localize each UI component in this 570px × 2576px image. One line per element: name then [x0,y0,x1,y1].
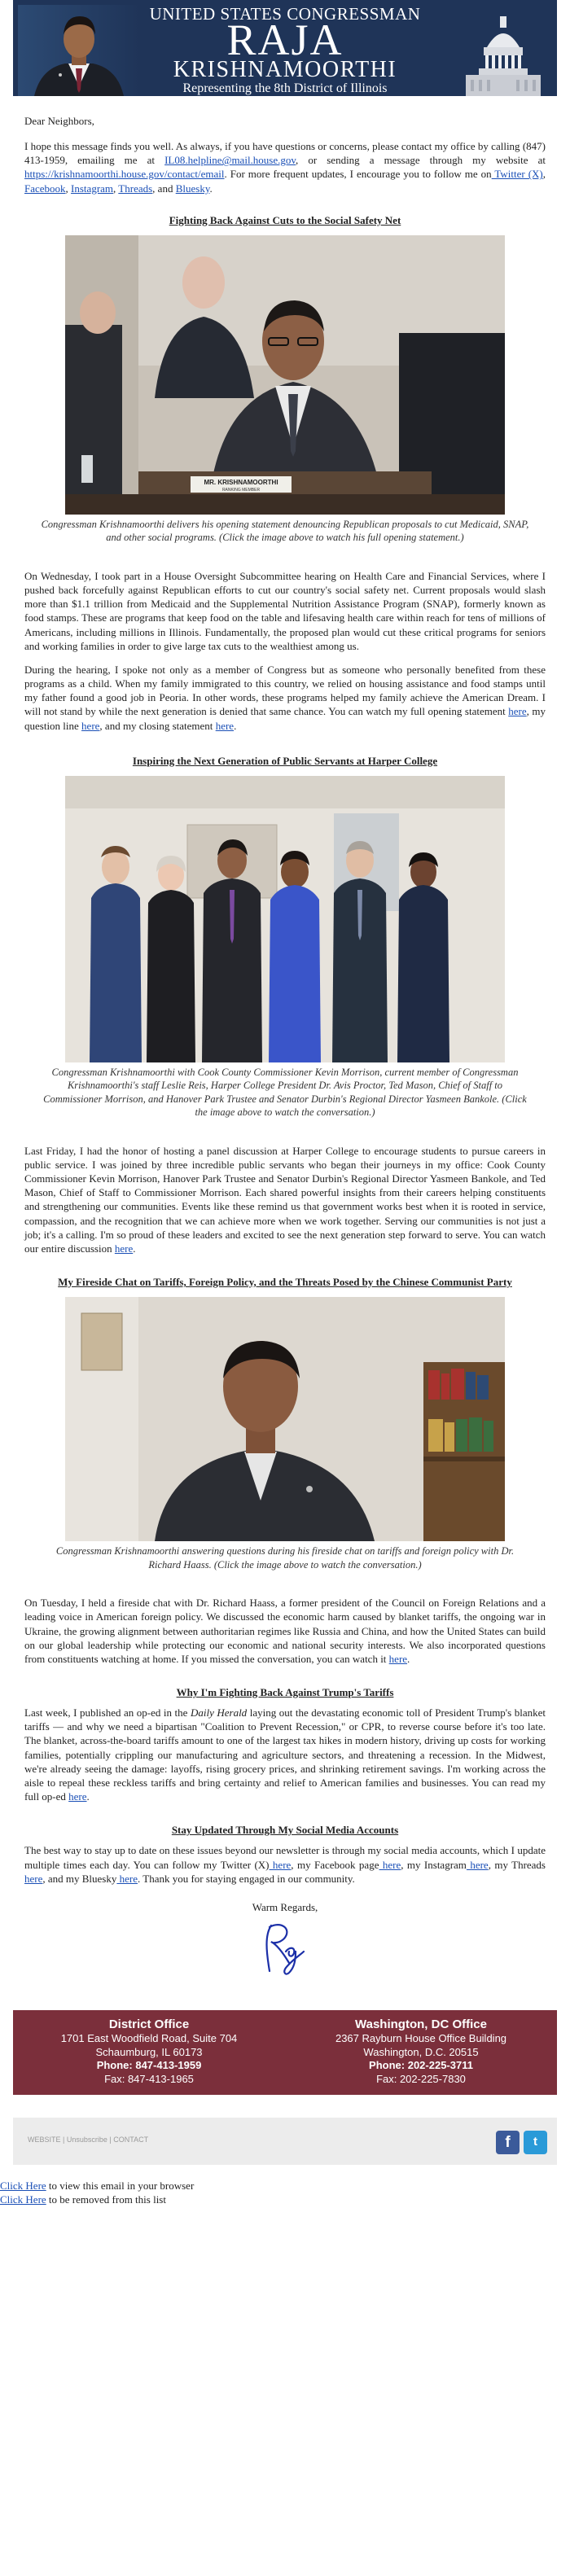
section-heading-tariffs: Why I'm Fighting Back Against Trump's Tariffs [176,1686,394,1698]
social-bluesky-link[interactable]: here [116,1872,138,1885]
footer-bar [13,2118,557,2165]
hearing-video-thumbnail[interactable] [65,235,505,515]
signoff: Warm Regards, [252,1900,318,1913]
safety-net-paragraph-2: During the hearing, I spoke not only as a member of Congress but as someone who personally benefited from these programs as a child. When my family immigrated to this country, we relied on housing assistance and food stamps until my father found a good job in Peoria. In other words, these programs helped my family achieve the American Dream. I will not stand by while the next generation is denied that same chance. You can watch my full opening statement here, my question line here, and my closing statement here. [24,663,546,732]
social-instagram-link[interactable]: here [466,1858,489,1871]
op-ed-link[interactable]: here [68,1790,87,1803]
discussion-video-link[interactable]: here [114,1242,134,1255]
dc-office-title: Washington, DC Office [355,2017,487,2032]
footer-contact-link[interactable]: CONTACT [113,2135,149,2144]
signature-image [256,1919,314,1978]
view-in-browser-line: Click Here to view this email in your browser [0,2179,195,2192]
header-title: UNITED STATES CONGRESSMAN [149,4,421,24]
bottom-links [0,2165,570,2212]
harper-college-group-photo[interactable] [65,776,505,1062]
dc-office [285,2017,557,2087]
dc-office-phone: Phone: 202-225-3711 [369,2059,473,2072]
header-name-last: KRISHNAMOORTHI [173,57,397,82]
nameplate-text: MR. KRISHNAMOORTHI [204,478,278,486]
footer-unsubscribe-link[interactable]: Unsubscribe [66,2135,107,2144]
social-twitter-link[interactable]: here [269,1858,292,1871]
remove-from-list-line: Click Here to be removed from this list [0,2193,166,2206]
threads-link[interactable]: Threads [118,182,153,195]
social-threads-link[interactable]: here [24,1872,43,1885]
photo-caption-harper: Congressman Krishnamoorthi with Cook County Commissioner Kevin Morrison, current member of Congressman Krishnamoorthi's staff Leslie Reis, Harper College President Dr. Avis Proctor, Ted Mason, Chief of Staff to Commissioner Morrison, and Hanover Park Trustee and Senator Durbin's Regional Director Yasmeen Bankole. (Click the image above to watch the conversation.) [43,1066,527,1119]
website-contact-link[interactable]: https://krishnamoorthi.house.gov/contact/email [24,168,225,181]
district-office-title: District Office [108,2017,190,2032]
fireside-chat-video-thumbnail[interactable] [65,1297,505,1541]
tariffs-paragraph: Last week, I published an op-ed in the Daily Herald laying out the devastating economic toll of President Trump's blanket tariffs — and why we need a bipartisan "Coalition to Prevent Recession," or CPR, to reverse course before it's too late. The blanket, across-the-board tariffs amount to one of the largest tax hikes in modern history, driving up costs for working families, potentially crippling our manufacturing and agriculture sectors, and threatening a recession. In the Midwest, we're already seeing the damage: layoffs, rising grocery prices, and shrinking retirement savings. I'm working across the aisle to repeal these reckless tariffs and bring certainty and relief to American families and businesses. You can read my full op-ed here. [24,1706,546,1803]
closing-statement-link[interactable]: here [215,719,235,732]
district-office [13,2017,285,2087]
section-heading-fireside-chat: My Fireside Chat on Tariffs, Foreign Policy, and the Threats Posed by the Chinese Communist Party [58,1276,512,1289]
footer-links: WEBSITE | Unsubscribe | CONTACT [28,2135,149,2144]
section-heading-social-media: Stay Updated Through My Social Media Accounts [171,1824,399,1837]
opening-statement-link[interactable]: here [508,705,527,718]
view-in-browser-link[interactable]: Click Here [0,2179,46,2192]
footer-website-link[interactable]: WEBSITE [28,2135,61,2144]
safety-net-paragraph-1: On Wednesday, I took part in a House Oversight Subcommittee hearing on Health Care and Financial Services, where I pushed back forcefully against Republican efforts to cut our country's social safety net. Current proposals would slash more than $1.1 trillion from Medicaid and the Supplemental Nutrition Assistance Program (SNAP), formerly known as food stamps. These are programs that keep food on the table and lifesaving health care within reach for tens of millions of Americans, including millions in Illinois. Fundamentally, the proposed plan would cut these critical programs for seniors and working families in order to give large tax cuts to the wealthiest among us. [24,569,546,652]
header-tagline: Representing the 8th District of Illinois [182,81,388,95]
facebook-link[interactable]: Facebook [24,182,66,195]
district-office-address1: 1701 East Woodfield Road, Suite 704 [60,2032,238,2045]
district-office-address2: Schaumburg, IL 60173 [95,2045,203,2058]
fireside-paragraph: On Tuesday, I held a fireside chat with Dr. Richard Haass, a former president of the Council on Foreign Relations and a leading voice in American foreign policy. We discussed the economic harm caused by blanket tariffs, the ongoing war in Ukraine, the growing alignment between authoritarian regimes like Russia and China, and how the United States can build on our global leadership while protecting our economic and national security interests. We also incorporated questions from constituents watching at home. If you missed the conversation, you can watch it here. [24,1597,546,1665]
fireside-video-link[interactable]: here [388,1652,408,1665]
remove-from-list-link[interactable]: Click Here [0,2193,46,2206]
twitter-link[interactable]: Twitter (X) [491,168,543,181]
photo-caption-fireside: Congressman Krishnamoorthi answering questions during his fireside chat on tariffs and foreign policy with Dr. Richard Haass. (Click the image above to watch the conversation.) [55,1545,515,1571]
instagram-link[interactable]: Instagram [71,182,114,195]
section-heading-harper-college: Inspiring the Next Generation of Public Servants at Harper College [132,754,438,767]
photo-caption-hearing: Congressman Krishnamoorthi delivers his opening statement denouncing Republican proposals to cut Medicaid, SNAP, and other social programs. (Click the image above to watch his full opening statement.) [41,518,529,544]
nameplate-subtext: RANKING MEMBER [221,487,261,493]
dc-office-fax: Fax: 202-225-7830 [376,2073,466,2086]
question-line-link[interactable]: here [81,719,100,732]
district-office-fax: Fax: 847-413-1965 [104,2073,194,2086]
header-banner [13,0,557,96]
dc-office-address2: Washington, D.C. 20515 [363,2045,479,2058]
section-heading-safety-net: Fighting Back Against Cuts to the Social Safety Net [169,213,401,226]
social-facebook-link[interactable]: here [379,1858,401,1871]
district-office-phone: Phone: 847-413-1959 [96,2059,202,2072]
footer-social-icons [496,2131,547,2154]
email-link[interactable]: IL08.helpline@mail.house.gov [164,154,296,167]
harper-paragraph: Last Friday, I had the honor of hosting a panel discussion at Harper College to encourage students to pursue careers in public service. I was joined by three incredible public servants who began their journeys in my office: Cook County Commissioner Kevin Morrison, Hanover Park Trustee and Senator Durbin's Regional Director Yasmeen Bankole, and Ted Mason, Chief of Staff to Commissioner Morrison. Each shared powerful insights from their careers helping constituents and strengthening our communities. Events like these remind us that government works best when it is rooted in service, compassion, and the recognition that we can achieve more when we work together. Serving our communities is not just a job; it's a calling. I'm so proud of these leaders and excited to see the next generation step forward to serve. You can watch our entire discussion here. [24,1144,546,1255]
greeting: Dear Neighbors, [24,115,94,127]
facebook-icon[interactable]: f [496,2131,520,2154]
office-contact-footer [13,2010,557,2095]
intro-paragraph: I hope this message finds you well. As always, if you have questions or concerns, please contact my office by calling (847) 413-1959, emailing me at IL08.helpline@mail.house.gov, or sending a message through my website at https://krishnamoorthi.house.gov/contact/email. For more frequent updates, I encourage you to follow me on Twitter (X), Facebook, Instagram, Threads, and Bluesky. [24,140,546,195]
bluesky-link[interactable]: Bluesky [175,182,210,195]
twitter-icon[interactable]: t [524,2131,547,2154]
social-media-paragraph: The best way to stay up to date on these issues beyond our newsletter is through my social media accounts, which I update multiple times each day. You can follow my Twitter (X) here, my Facebook page here, my Instagram here, my Threads here, and my Bluesky here. Thank you for staying engaged in our community. [24,1844,546,1885]
dc-office-address1: 2367 Rayburn House Office Building [335,2032,507,2045]
newsletter-body [24,114,546,1978]
header-name-first: RAJA [226,15,344,64]
